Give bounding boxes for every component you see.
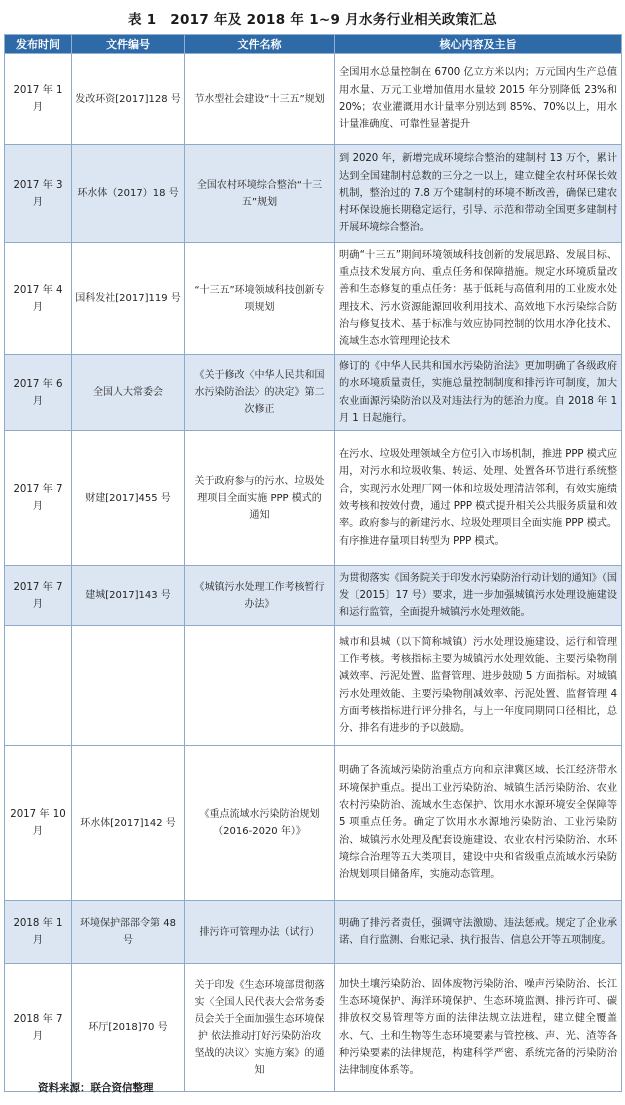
cell-content: 明确了排污者责任，强调守法激励、违法惩戒。规定了企业承诺、自行监测、台账记录、执行报告、信息公开等五项制度。: [335, 901, 622, 964]
cell-date: 2017 年 3 月: [5, 145, 72, 243]
cell-name: [185, 626, 335, 746]
table-row: [5, 431, 622, 566]
header-name: 文件名称: [185, 35, 335, 54]
table-row: [5, 54, 622, 145]
cell-name: 《关于修改〈中华人民共和国水污染防治法〉的决定》第二次修正: [185, 355, 335, 431]
header-code: 文件编号: [72, 35, 185, 54]
cell-content: 修订的《中华人民共和国水污染防治法》更加明确了各级政府的水环境质量责任，实施总量控制制度和排污许可制度，加大农业面源污染防治以及对违法行为的惩治力度。自 2018 年 1 月 1 日起施行。: [335, 355, 622, 431]
cell-name: 《城镇污水处理工作考核暂行办法》: [185, 566, 335, 626]
cell-date: [5, 626, 72, 746]
cell-name: 全国农村环境综合整治“十三五”规划: [185, 145, 335, 243]
cell-date: 2018 年 1 月: [5, 901, 72, 964]
header-date: 发布时间: [5, 35, 72, 54]
table-row: [5, 355, 622, 431]
cell-date: 2017 年 7 月: [5, 431, 72, 566]
cell-date: 2017 年 6 月: [5, 355, 72, 431]
cell-name: 关于政府参与的污水、垃圾处理项目全面实施 PPP 模式的通知: [185, 431, 335, 566]
cell-content: 为贯彻落实《国务院关于印发水污染防治行动计划的通知》（国发〔2015〕17 号）要求，进一步加强城镇污水处理设施建设和运行监管，全面提升城镇污水处理效能。: [335, 566, 622, 626]
cell-code: 全国人大常委会: [72, 355, 185, 431]
cell-code: 环厅[2018]70 号: [72, 964, 185, 1092]
cell-content: 在污水、垃圾处理领域全方位引入市场机制，推进 PPP 模式应用，对污水和垃圾收集、转运、处理、处置各环节进行系统整合，实现污水处理厂网一体和垃圾处理清洁邻利，有效实施绩效考核和按效付费，通过 PPP 模式提升相关公共服务质量和效率。政府参与的新建污水、垃圾处理项目全面实施 PPP 模式。有序推进存量项目转型为 PPP 模式。: [335, 431, 622, 566]
cell-name: 排污许可管理办法（试行）: [185, 901, 335, 964]
cell-content: 加快土壤污染防治、固体废物污染防治、噪声污染防治、长江生态环境保护、海洋环境保护、生态环境监测、排污许可、碳排放权交易管理等方面的法律法规立法进程，建立健全覆盖水、气、土和生物等生态环境要素与管控核、声、光、渣等各种污染要素的法律规范，构建科学严密、系统完备的污染防治法律制度体系等。: [335, 964, 622, 1092]
cell-name: “十三五”环境领域科技创新专项规划: [185, 243, 335, 355]
cell-date: 2017 年 10 月: [5, 746, 72, 901]
cell-name: 关于印发《生态环境部贯彻落实〈全国人民代表大会常务委员会关于全面加强生态环境保护 依法推动打好污染防治攻坚战的决议〉实施方案》的通知: [185, 964, 335, 1092]
cell-content: 明确了各流域污染防治重点方向和京津冀区域、长江经济带水环境保护重点。提出工业污染防治、城镇生活污染防治、农业农村污染防治、流域水生态保护、饮用水水源环境安全保障等 5 项重点任务。确定了饮用水水源地污染防治、工业污染防治、城镇污水处理及配套设施建设、农业农村污染防治、水环境综合治理等五大类项目，建设中央和省级重点流域水污染防治规划项目储备库，实施动态管理。: [335, 746, 622, 901]
table-row: [5, 746, 622, 901]
cell-code: 建城[2017]143 号: [72, 566, 185, 626]
table-row: [5, 901, 622, 964]
cell-code: 国科发社[2017]119 号: [72, 243, 185, 355]
cell-code: 环境保护部部令第 48 号: [72, 901, 185, 964]
policy-table: [4, 34, 622, 1092]
cell-content: 到 2020 年，新增完成环境综合整治的建制村 13 万个，累计达到全国建制村总数的三分之一以上，建立健全农村环保长效机制，整治过的 7.8 万个建制村的环境不断改善，确保已建农村环保设施长期稳定运行，引导、示范和带动全国更多建制村开展环境综合整治。: [335, 145, 622, 243]
cell-code: 环水体（2017）18 号: [72, 145, 185, 243]
cell-code: 财建[2017]455 号: [72, 431, 185, 566]
cell-name: 《重点流域水污染防治规划（2016-2020 年）》: [185, 746, 335, 901]
cell-date: 2017 年 4 月: [5, 243, 72, 355]
table-title: 表 1 2017 年及 2018 年 1~9 月水务行业相关政策汇总: [127, 12, 498, 28]
cell-name: 节水型社会建设“十三五”规划: [185, 54, 335, 145]
cell-code: 发改环资[2017]128 号: [72, 54, 185, 145]
cell-content: 明确“十三五”期间环境领域科技创新的发展思路、发展目标、重点技术发展方向、重点任务和保障措施。规定水环境质量改善和生态修复的重点任务：基于低耗与高值利用的工业废水处理技术、污水资源能源回收利用技术、高效地下水污染综合防治与修复技术、基于标准与效应协同控制的饮用水净化技术、流域生态水管理理论技术: [335, 243, 622, 355]
source-note: 资料来源：联合资信整理: [38, 1082, 154, 1094]
table-row: [5, 964, 622, 1092]
cell-date: 2017 年 7 月: [5, 566, 72, 626]
table-row: [5, 145, 622, 243]
cell-date: 2018 年 7 月: [5, 964, 72, 1092]
header-content: 核心内容及主旨: [335, 35, 622, 54]
table-row: [5, 566, 622, 626]
cell-date: 2017 年 1 月: [5, 54, 72, 145]
table-row: [5, 243, 622, 355]
cell-code: [72, 626, 185, 746]
table-row: [5, 626, 622, 746]
cell-content: 城市和县城（以下简称城镇）污水处理设施建设、运行和管理工作考核。考核指标主要为城镇污水处理效能、主要污染物削减效率、污泥处置、监督管理、进步鼓励 5 方面指标。对城镇污水处理效能、主要污染物削减效率、污泥处置、监督管理 4 方面考核指标进行评分排名，与上一年度同期同口径相比，总分、排名有进步的予以鼓励。: [335, 626, 622, 746]
header-row: [5, 35, 622, 54]
cell-content: 全国用水总量控制在 6700 亿立方米以内；万元国内生产总值用水量、万元工业增加值用水量较 2015 年分别降低 23%和 20%；农业灌溉用水计量率分别达到 85%、70%以上，用水计量准确度、可靠性显著提升: [335, 54, 622, 145]
cell-code: 环水体[2017]142 号: [72, 746, 185, 901]
